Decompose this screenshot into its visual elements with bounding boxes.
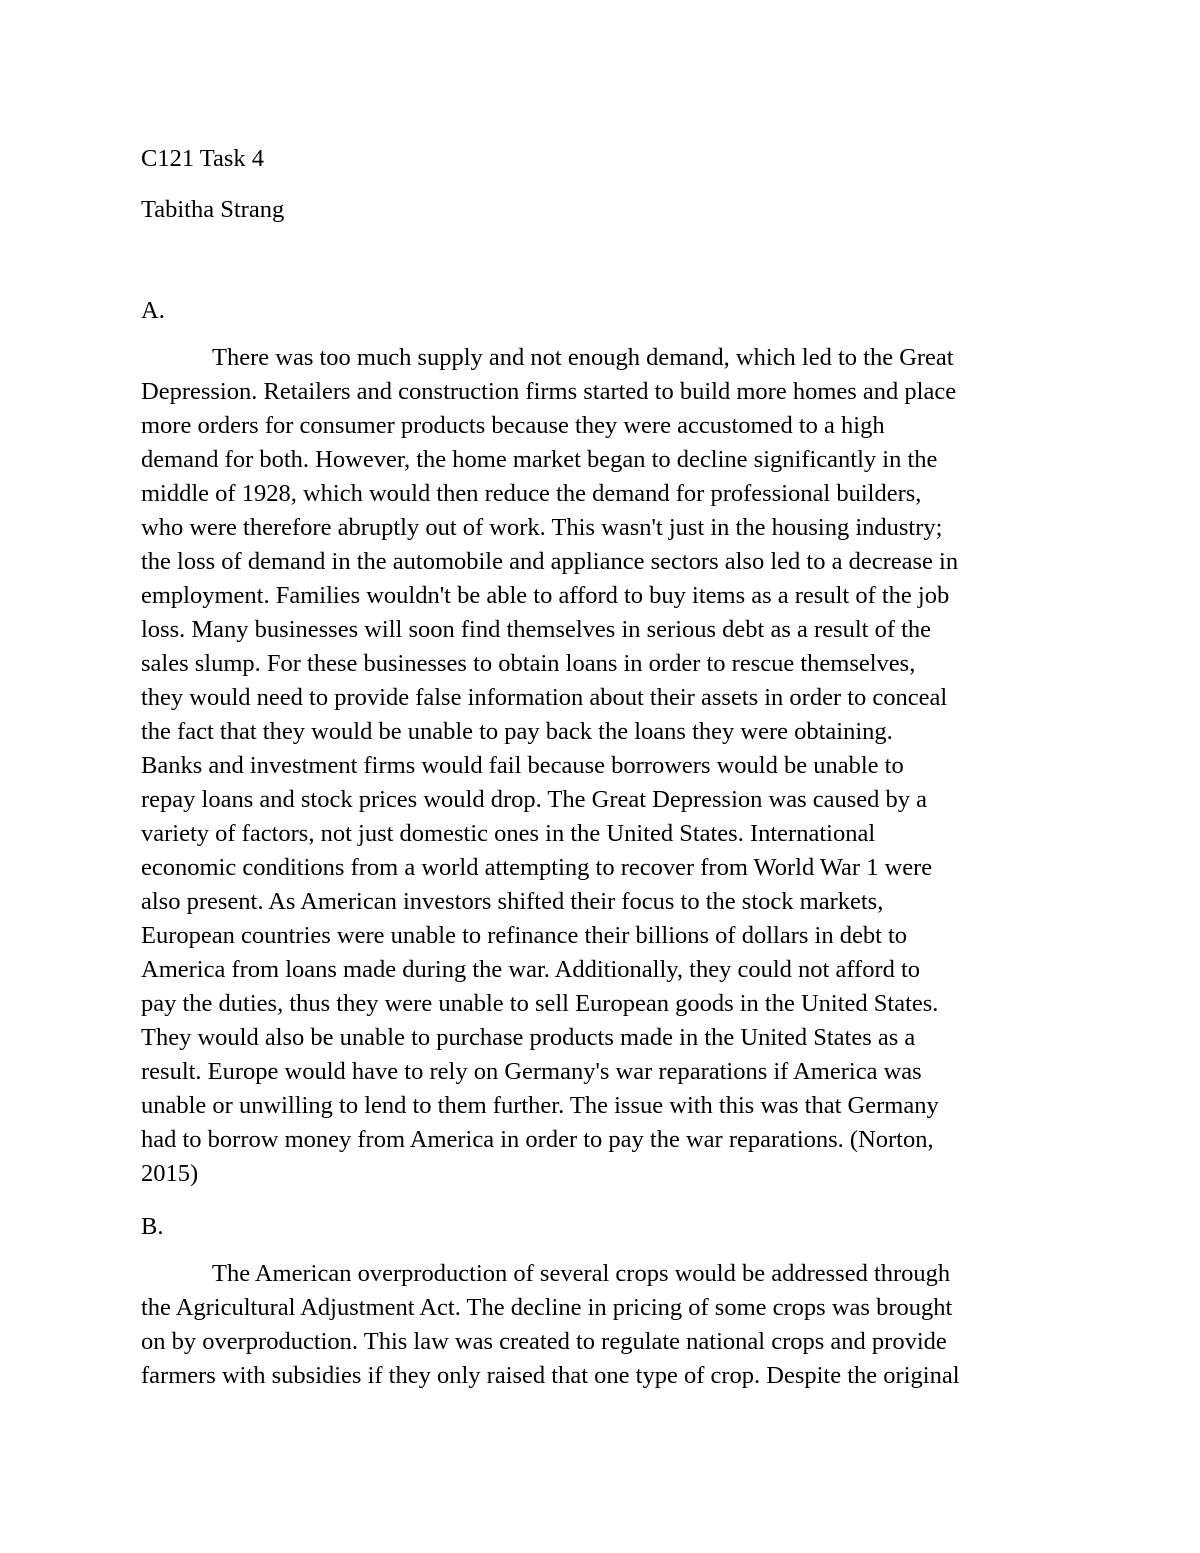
paragraph-line: pay the duties, thus they were unable to sell European goods in the United States.: [141, 990, 939, 1017]
paragraph-line: They would also be unable to purchase products made in the United States as a: [141, 1024, 916, 1051]
course-task-title: C121 Task 4: [141, 145, 265, 172]
paragraph-line: farmers with subsidies if they only raised that one type of crop. Despite the original: [141, 1362, 960, 1389]
paragraph-line: loss. Many businesses will soon find themselves in serious debt as a result of the: [141, 616, 932, 643]
paragraph-line: they would need to provide false information about their assets in order to conceal: [141, 684, 948, 711]
paragraph-line: variety of factors, not just domestic ones in the United States. International: [141, 820, 876, 847]
paragraph-line: the Agricultural Adjustment Act. The decline in pricing of some crops was brought: [141, 1294, 953, 1321]
paragraph-line: more orders for consumer products because they were accustomed to a high: [141, 412, 885, 439]
paragraph-line: economic conditions from a world attempting to recover from World War 1 were: [141, 854, 933, 881]
paragraph-line: 2015): [141, 1160, 199, 1187]
paragraph-line: who were therefore abruptly out of work. This wasn't just in the housing industry;: [141, 514, 943, 541]
paragraph-line: had to borrow money from America in order to pay the war reparations. (Norton,: [141, 1126, 934, 1153]
paragraph-line: Depression. Retailers and construction firms started to build more homes and place: [141, 378, 957, 405]
paragraph-line: America from loans made during the war. Additionally, they could not afford to: [141, 956, 921, 983]
paragraph-line: The American overproduction of several crops would be addressed through: [212, 1260, 951, 1287]
paragraph-line: result. Europe would have to rely on Germany's war reparations if America was: [141, 1058, 922, 1085]
paragraph-line: the fact that they would be unable to pay back the loans they were obtaining.: [141, 718, 893, 745]
paragraph-line: European countries were unable to refinance their billions of dollars in debt to: [141, 922, 908, 949]
paragraph-line: There was too much supply and not enough demand, which led to the Great: [212, 344, 954, 371]
paragraph-line: sales slump. For these businesses to obtain loans in order to rescue themselves,: [141, 650, 916, 677]
paragraph-line: demand for both. However, the home market began to decline significantly in the: [141, 446, 938, 473]
paragraph-line: Banks and investment firms would fail because borrowers would be unable to: [141, 752, 904, 779]
section-b-heading: B.: [141, 1213, 164, 1240]
author-name: Tabitha Strang: [141, 196, 285, 223]
paragraph-line: repay loans and stock prices would drop. The Great Depression was caused by a: [141, 786, 928, 813]
paragraph-line: the loss of demand in the automobile and appliance sectors also led to a decrease in: [141, 548, 959, 575]
section-a-heading: A.: [141, 297, 165, 324]
paragraph-line: also present. As American investors shifted their focus to the stock markets,: [141, 888, 884, 915]
paragraph-line: unable or unwilling to lend to them further. The issue with this was that Germany: [141, 1092, 939, 1119]
paragraph-line: middle of 1928, which would then reduce the demand for professional builders,: [141, 480, 922, 507]
paragraph-line: employment. Families wouldn't be able to afford to buy items as a result of the job: [141, 582, 950, 609]
paragraph-line: on by overproduction. This law was created to regulate national crops and provide: [141, 1328, 947, 1355]
